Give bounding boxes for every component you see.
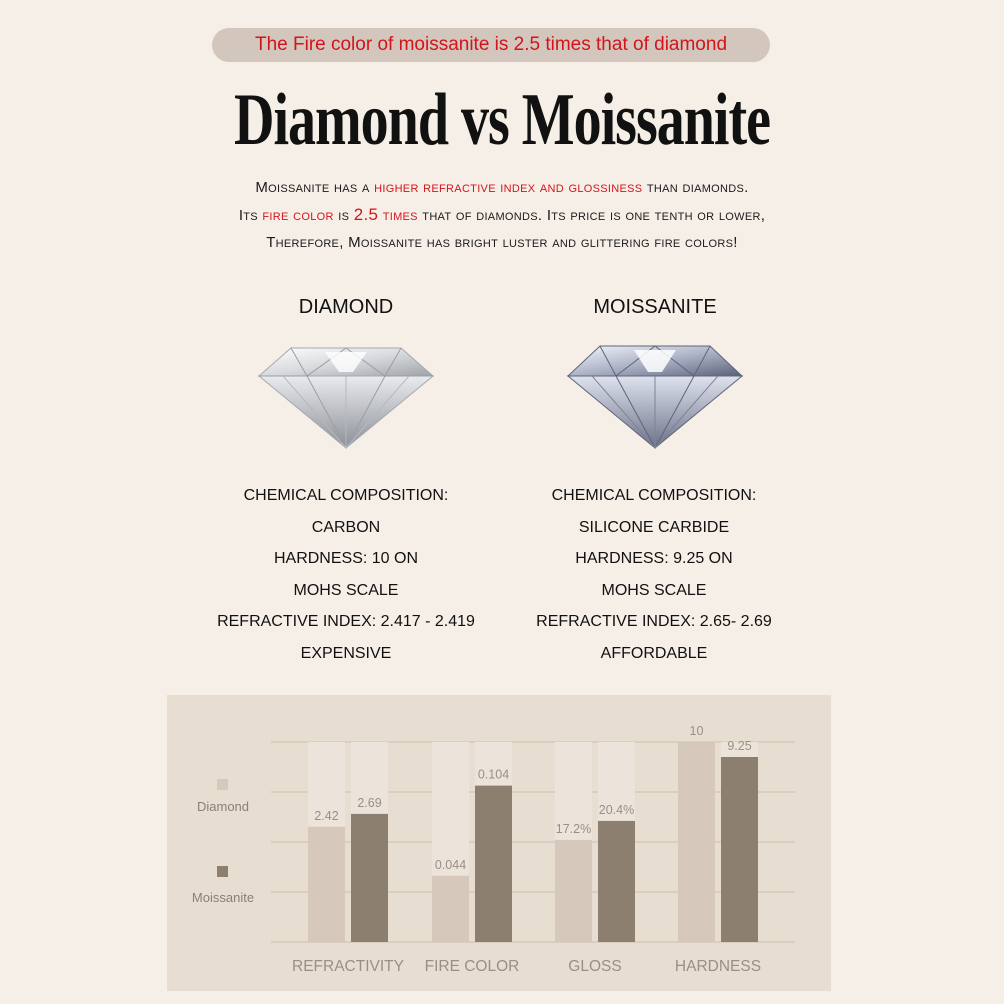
bar-diamond [678, 742, 715, 942]
diamond-gem-image [255, 338, 437, 452]
comparison-chart-svg [167, 695, 831, 991]
diamond-spec-line: CARBON [311, 518, 381, 536]
intro-line-2-start: Its [238, 207, 263, 224]
intro-line-1-start: Moissanite has a [255, 179, 375, 196]
moissanite-spec-line: HARDNESS: 9.25 ON [575, 550, 733, 567]
data-label: 0.104 [477, 767, 510, 782]
intro-text [0, 174, 1004, 256]
diamond-spec-line: HARDNESS: 10 ON [273, 550, 419, 567]
moissanite-gem-image [564, 338, 746, 452]
diamond-title: DIAMOND [298, 296, 394, 318]
banner-text: The Fire color of moissanite is 2.5 times that of diamond [254, 34, 728, 55]
legend-swatch-moissanite [217, 866, 228, 877]
page-title: Diamond vs Moissanite [234, 79, 770, 162]
moissanite-spec-line: MOHS SCALE [601, 581, 707, 599]
diamond-spec-line: EXPENSIVE [300, 644, 392, 662]
moissanite-spec-line: AFFORDABLE [600, 644, 708, 662]
category-label: GLOSS [568, 958, 622, 975]
moissanite-specs [494, 480, 814, 669]
comparison-chart [167, 695, 831, 991]
moissanite-spec-line: REFRACTIVE INDEX: 2.65- 2.69 [536, 613, 772, 630]
legend-swatch-diamond [217, 779, 228, 790]
bar-diamond [432, 876, 469, 942]
diamond-specs [186, 480, 506, 669]
bar-moissanite [598, 821, 635, 942]
intro-line-2-highlight-number: 2.5 [353, 205, 379, 224]
intro-line-2-highlight-fire: fire color [262, 207, 334, 224]
category-label: HARDNESS [674, 958, 762, 975]
moissanite-title: MOISSANITE [593, 296, 717, 318]
data-label: 0.044 [434, 857, 467, 872]
intro-line-2-highlight-times: times [378, 207, 418, 224]
data-label: 10 [689, 724, 704, 738]
data-label: 2.69 [357, 795, 382, 810]
intro-line-3: Therefore, Moissanite has bright luster and glittering fire colors! [266, 234, 738, 251]
intro-line-2 [0, 201, 1004, 229]
diamond-spec-line: MOHS SCALE [293, 581, 399, 599]
data-label: 2.42 [314, 808, 339, 823]
category-label: FIRE COLOR [424, 958, 520, 975]
bar-diamond [308, 827, 345, 942]
diamond-spec-line: REFRACTIVE INDEX: 2.417 - 2.419 [217, 613, 475, 630]
intro-line-2-is: is [333, 207, 354, 224]
bar-diamond [555, 840, 592, 942]
intro-line-1 [0, 174, 1004, 201]
bar-moissanite [721, 757, 758, 942]
intro-line-2-end: that of diamonds. Its price is one tenth or lower, [417, 207, 766, 224]
data-label: 20.4% [598, 802, 635, 817]
bar-moissanite [351, 814, 388, 942]
moissanite-spec-line: CHEMICAL COMPOSITION: [551, 487, 757, 504]
category-label: REFRACTIVITY [292, 958, 404, 975]
intro-line-1-end: than diamonds. [642, 179, 749, 196]
legend-label-diamond: Diamond [196, 799, 250, 814]
moissanite-spec-line: SILICONE CARBIDE [578, 518, 730, 536]
diamond-spec-line: CHEMICAL COMPOSITION: [243, 487, 449, 504]
bar-moissanite [475, 786, 512, 942]
data-label: 9.25 [727, 739, 752, 753]
data-label: 17.2% [555, 821, 592, 836]
top-banner [212, 28, 770, 62]
legend-label-moissanite: Moissanite [191, 890, 255, 905]
intro-line-1-highlight: higher refractive index and glossiness [374, 179, 643, 196]
